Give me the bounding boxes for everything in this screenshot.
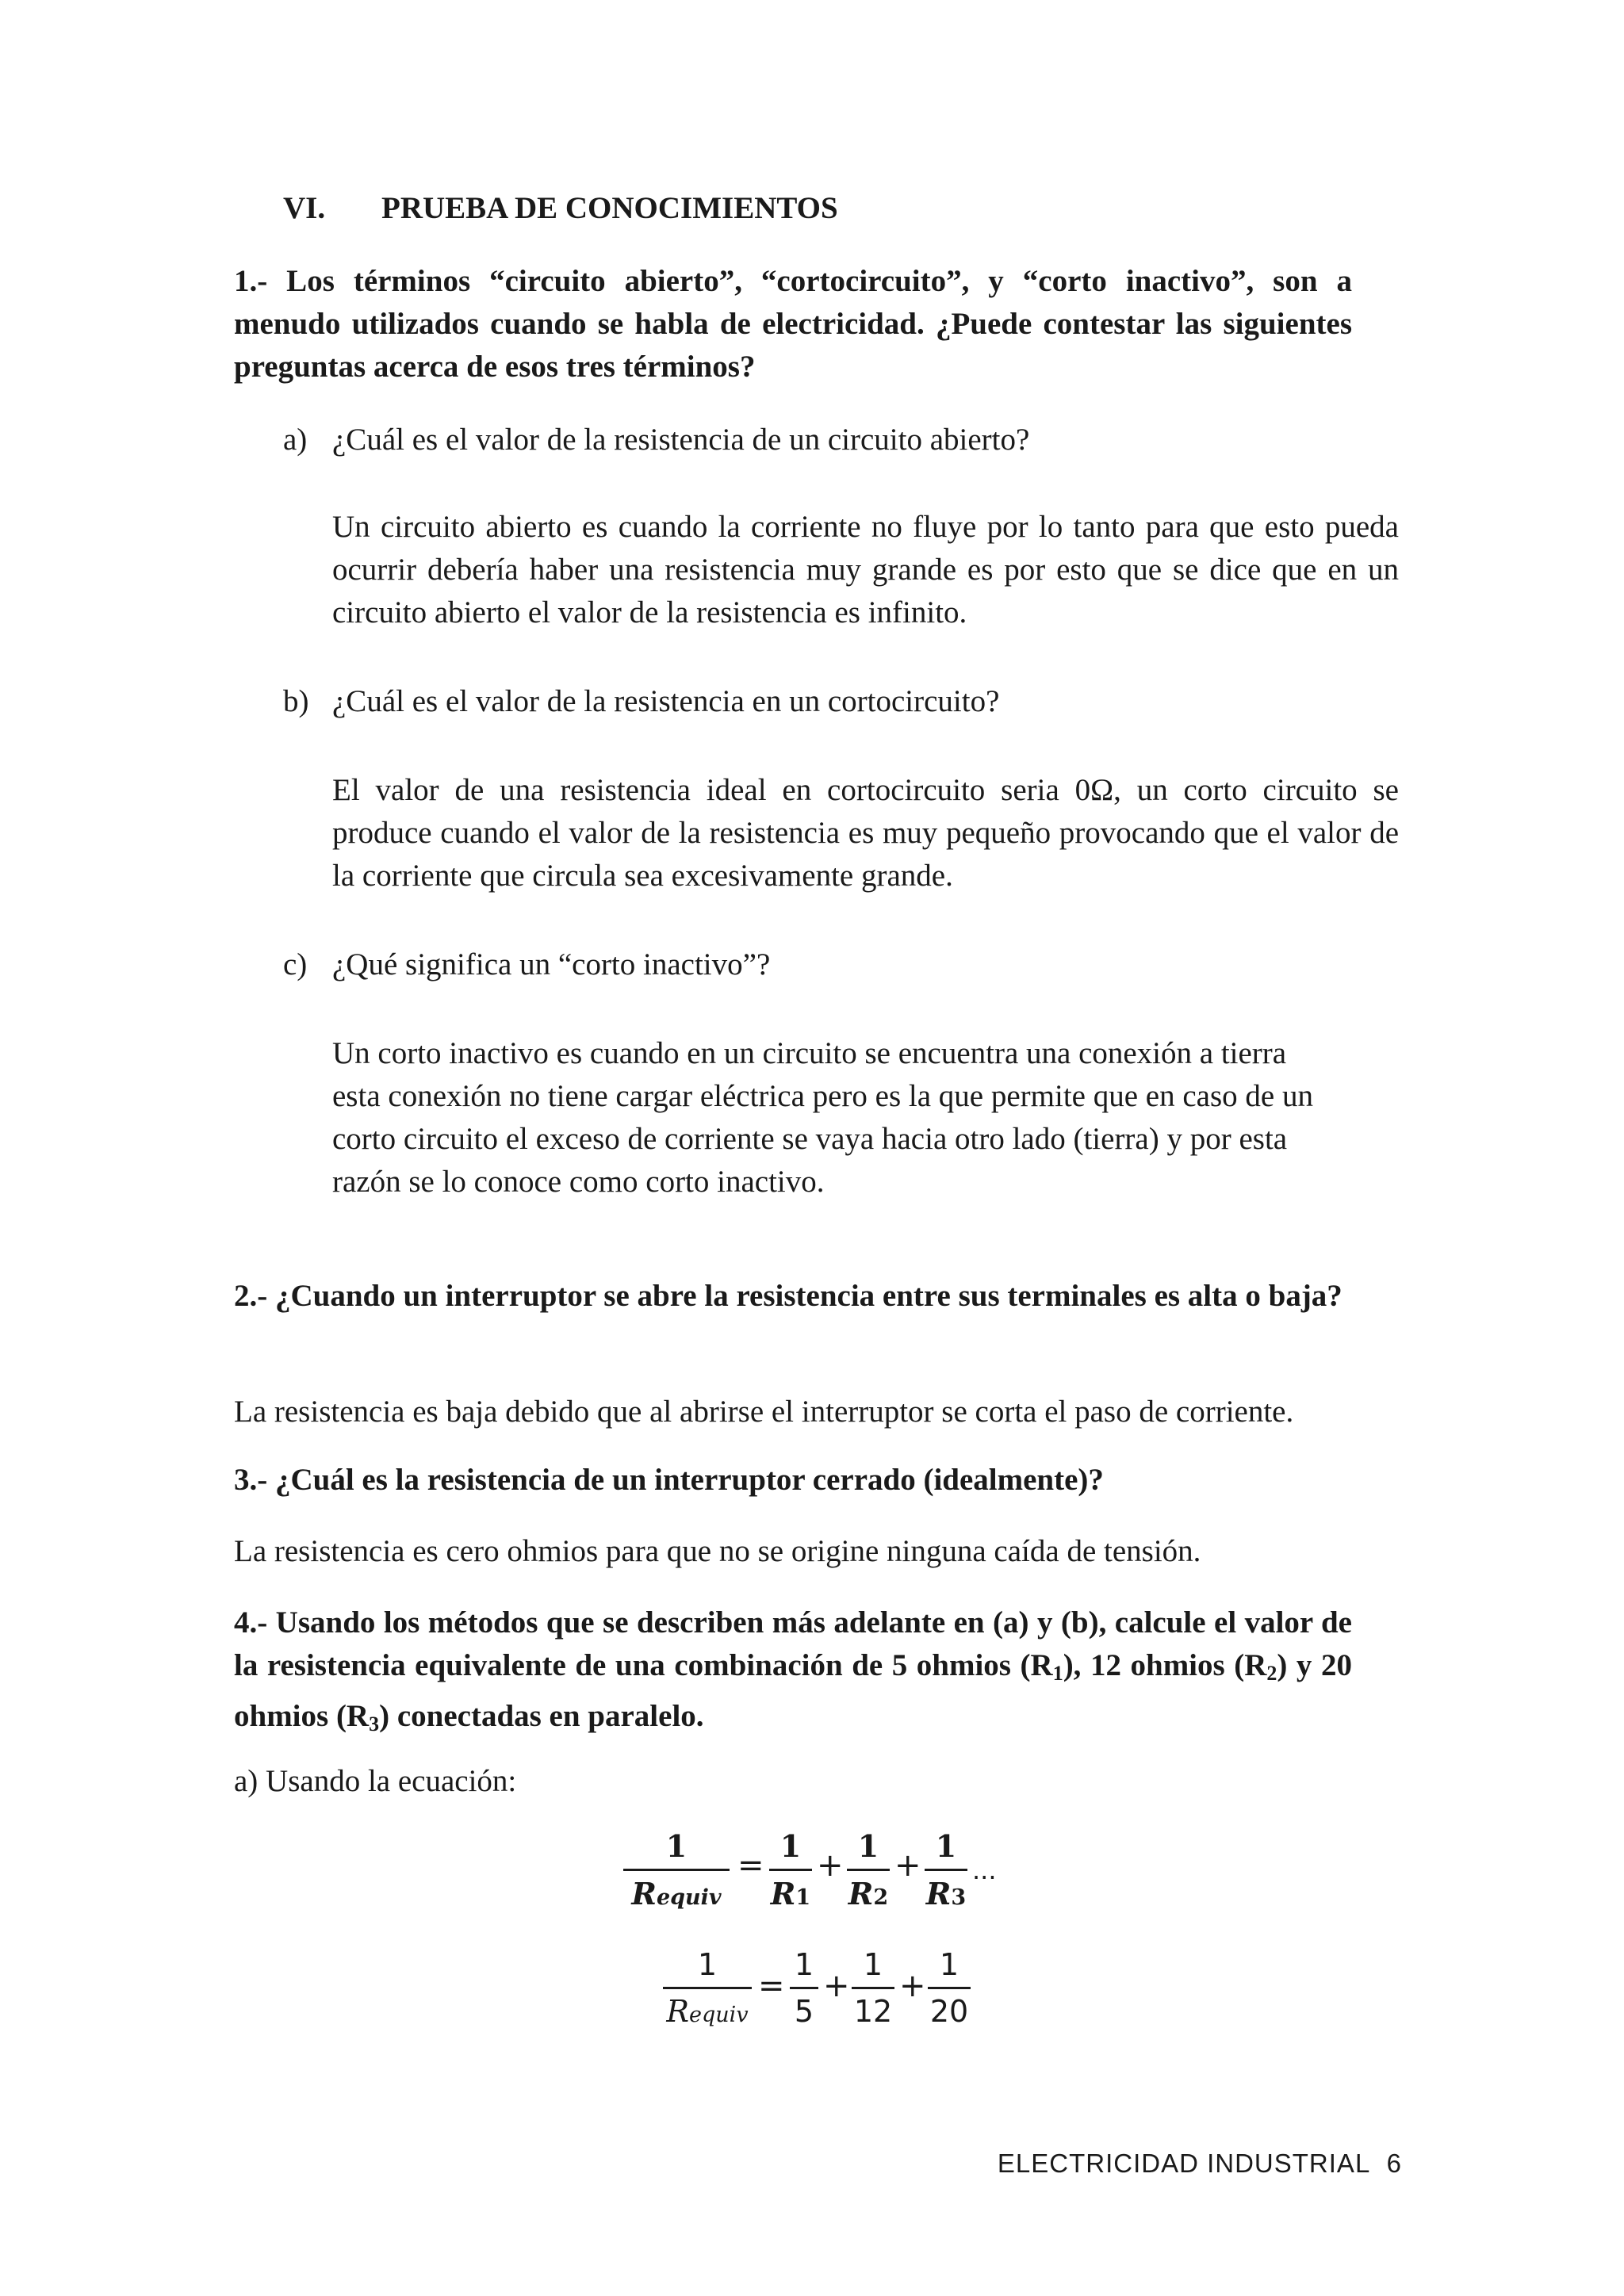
fraction-lhs: 1 Requiv [663, 1947, 752, 2029]
fraction-12: $\frac{1}{12}$ [852, 1947, 894, 2029]
item-label: a) [283, 423, 308, 457]
plus-sign: + [894, 1847, 921, 1884]
item-label: c) [283, 947, 308, 982]
item-question: ¿Qué significa un “corto inactivo”? [332, 947, 771, 982]
question-4: 4.- Usando los métodos que se describen más adelante en (a) y (b), calcule el valor de la resistencia equivalente de una combinación de 5 ohmios $(R_1)$, 12 ohmios $(R_2)$ y 20 ohmios $(R_3)$ conectadas en paralelo. [234, 1605, 1352, 1735]
equals-sign: = [758, 1968, 785, 2004]
question-1: 1.- Los términos “circuito abierto”, “cortocircuito”, y “corto inactivo”, son a menudo utilizados cuando se habla de electricidad. ¿Puede contestar las siguientes preguntas acerca de esos tres términos? [234, 264, 1352, 384]
answer-2: La resistencia es baja debido que al abrirse el interruptor se corta el paso de corriente. [234, 1395, 1294, 1429]
answer-line: esta conexión no tiene cargar eléctrica pero es la que permite que en caso de un [332, 1079, 1313, 1113]
page-footer [998, 2149, 1402, 2179]
item-question: ¿Cuál es el valor de la resistencia de un circuito abierto? [332, 423, 1030, 457]
fraction-lhs: 1 Requiv [623, 1828, 730, 1911]
plus-sign: + [817, 1847, 844, 1884]
footer-text: ELECTRICIDAD INDUSTRIAL [997, 2149, 1371, 2178]
answer-line: corto circuito el exceso de corriente se vaya hacia otro lado (tierra) y por esta [332, 1122, 1288, 1156]
answer-1b: El valor de una resistencia ideal en cortocircuito seria 0Ω, un corto circuito se produce cuando el valor de la resistencia es muy pequeño provocando que el valor de la corriente que circula sea excesivamente grande. [332, 773, 1399, 893]
section-number: VI. [283, 191, 326, 225]
equals-sign: = [737, 1847, 764, 1884]
section-heading [283, 190, 838, 226]
question-1c [283, 947, 770, 982]
question-2: 2.- ¿Cuando un interruptor se abre la resistencia entre sus terminales es alta o baja? [234, 1279, 1342, 1313]
fraction-5: $\frac{1}{5}$ [790, 1947, 818, 2029]
question-1b [283, 683, 999, 719]
item-question: ¿Cuál es el valor de la resistencia en un cortocircuito? [332, 684, 1000, 718]
ellipsis: ... [972, 1855, 997, 1885]
answer-1c [332, 1032, 1442, 1203]
question-1a [283, 422, 1029, 457]
part-a-label: a) Usando la ecuación: [234, 1764, 517, 1798]
item-label: b) [283, 684, 309, 718]
question-3: 3.- ¿Cuál es la resistencia de un interruptor cerrado (idealmente)? [234, 1463, 1104, 1497]
fraction-r2: $\frac{1}{R2}$ [848, 1828, 889, 1911]
plus-sign: + [823, 1968, 850, 2004]
answer-1a: Un circuito abierto es cuando la corriente no fluye por lo tanto para que esto pueda ocurrir debería haber una resistencia muy grande es por esto que se dice que en un circuito abierto el valor de la resistencia es infinito. [332, 510, 1399, 629]
section-title: PRUEBA DE CONOCIMIENTOS [381, 191, 838, 225]
page-number: 6 [1386, 2149, 1402, 2178]
fraction-20: $\frac{1}{20}$ [928, 1947, 971, 2029]
answer-line: razón se lo conoce como corto inactivo. [332, 1165, 825, 1199]
answer-line: Un corto inactivo es cuando en un circuito se encuentra una conexión a tierra [332, 1036, 1287, 1070]
fraction-r1: $\frac{1}{R1}$ [770, 1828, 811, 1911]
plus-sign: + [899, 1968, 926, 2004]
fraction-r3: $\frac{1}{R3}$ [925, 1828, 967, 1911]
answer-3: La resistencia es cero ohmios para que no se origine ninguna caída de tensión. [234, 1534, 1201, 1568]
